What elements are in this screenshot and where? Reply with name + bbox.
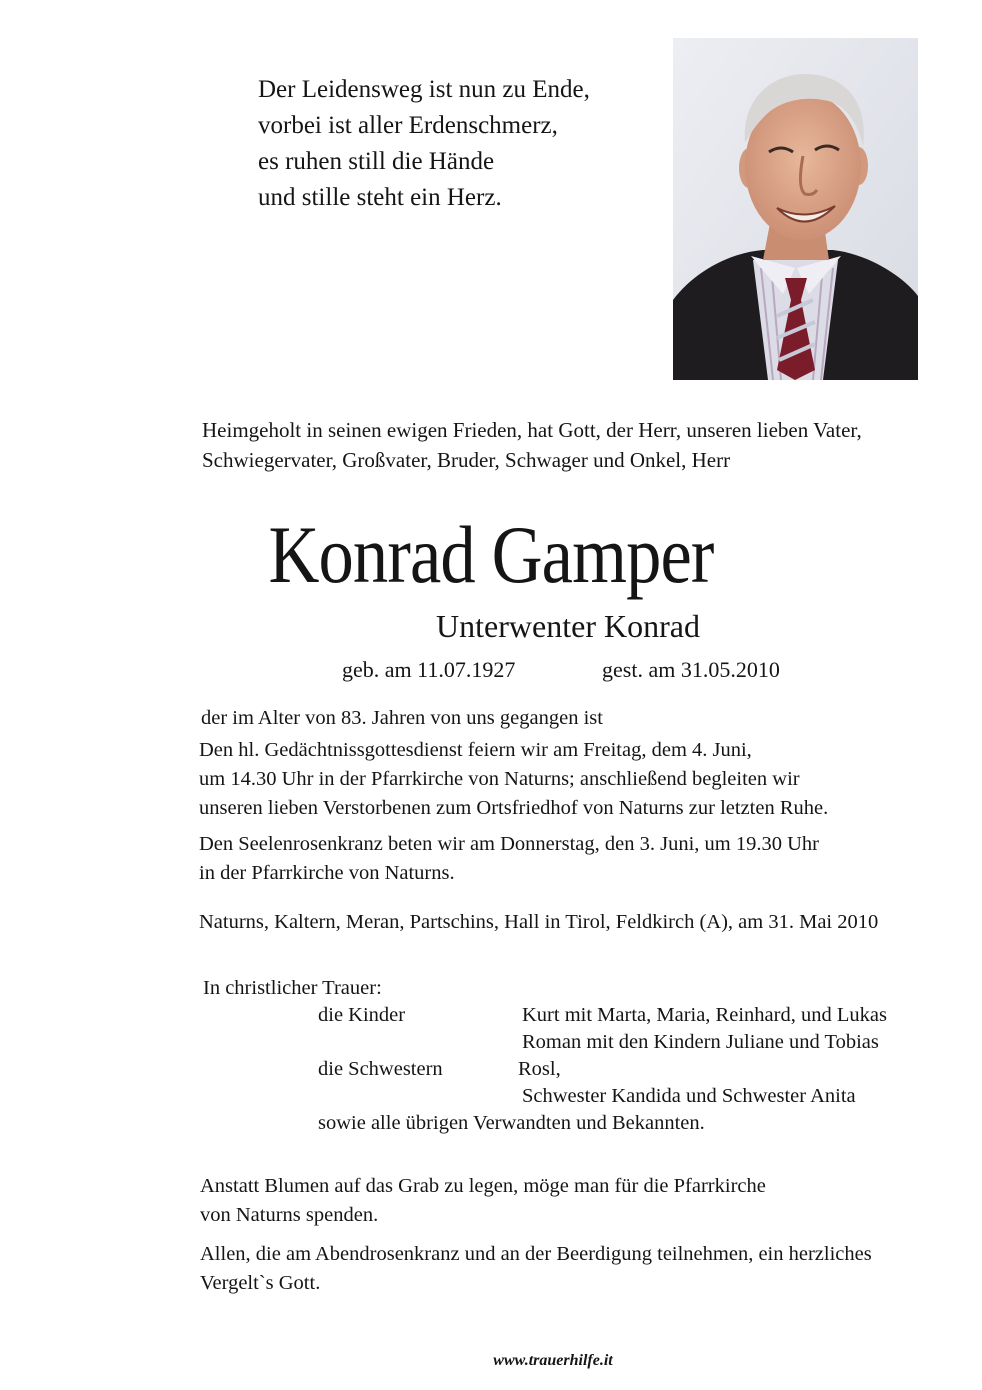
memorial-poem — [258, 72, 590, 216]
children-label: die Kinder — [318, 1004, 406, 1026]
rosary-info — [199, 830, 819, 888]
intro-line: Heimgeholt in seinen ewigen Frieden, hat Gott, der Herr, unseren lieben Vater, — [202, 418, 862, 442]
sisters-label: die Schwestern — [318, 1058, 443, 1080]
thanks-line: Vergelt`s Gott. — [200, 1272, 321, 1294]
sisters-name-line: Schwester Kandida und Schwester Anita — [522, 1085, 856, 1107]
footer-website: www.trauerhilfe.it — [493, 1352, 613, 1369]
poem-line: und stille steht ein Herz. — [258, 184, 502, 211]
intro-line: Schwiegervater, Großvater, Bruder, Schwager und Onkel, Herr — [202, 448, 731, 472]
flowers-line: Anstatt Blumen auf das Grab zu legen, möge man für die Pfarrkirche — [200, 1175, 766, 1197]
flowers-request — [200, 1172, 766, 1230]
memorial-service-info — [199, 736, 828, 823]
age-statement: der im Alter von 83. Jahren von uns gegangen ist — [201, 707, 603, 729]
deceased-name: Konrad Gamper — [268, 509, 714, 600]
portrait-photo — [673, 38, 918, 380]
death-date: gest. am 31.05.2010 — [602, 657, 780, 682]
poem-line: es ruhen still die Hände — [258, 148, 495, 175]
rosary-line: Den Seelenrosenkranz beten wir am Donnerstag, den 3. Juni, um 19.30 Uhr — [199, 833, 819, 855]
portrait-illustration — [673, 38, 918, 380]
children-name-line: Roman mit den Kindern Juliane und Tobias — [522, 1031, 879, 1053]
intro-text — [202, 415, 862, 475]
sisters-name-line: Rosl, — [518, 1058, 561, 1080]
deceased-nickname: Unterwenter Konrad — [436, 608, 700, 644]
service-line: unseren lieben Verstorbenen zum Ortsfriedhof von Naturns zur letzten Ruhe. — [199, 797, 829, 819]
thanks-note — [200, 1240, 872, 1298]
other-relatives: sowie alle übrigen Verwandten und Bekannten. — [318, 1112, 705, 1134]
children-name-line: Kurt mit Marta, Maria, Reinhard, und Lukas — [522, 1004, 887, 1026]
poem-line: Der Leidensweg ist nun zu Ende, — [258, 76, 590, 103]
thanks-line: Allen, die am Abendrosenkranz und an der Beerdigung teilnehmen, ein herzliches — [200, 1243, 872, 1265]
poem-line: vorbei ist aller Erdenschmerz, — [258, 112, 558, 139]
flowers-line: von Naturns spenden. — [200, 1204, 379, 1226]
rosary-line: in der Pfarrkirche von Naturns. — [199, 862, 455, 884]
places-and-date: Naturns, Kaltern, Meran, Partschins, Hall in Tirol, Feldkirch (A), am 31. Mai 2010 — [199, 911, 879, 933]
service-line: Den hl. Gedächtnissgottesdienst feiern wir am Freitag, dem 4. Juni, — [199, 739, 752, 761]
mourners-heading: In christlicher Trauer: — [203, 977, 382, 999]
birth-date: geb. am 11.07.1927 — [342, 657, 516, 682]
service-line: um 14.30 Uhr in der Pfarrkirche von Naturns; anschließend begleiten wir — [199, 768, 800, 790]
